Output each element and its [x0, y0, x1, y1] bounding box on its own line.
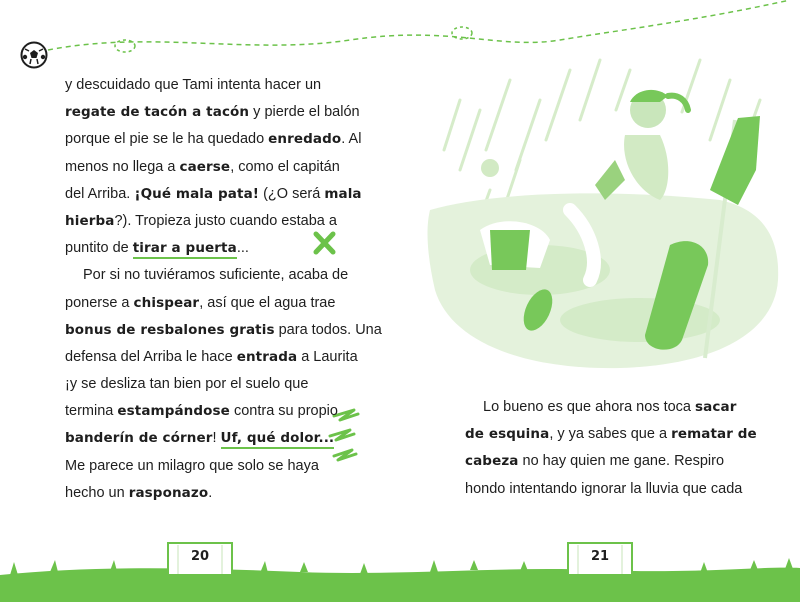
page-number-left: 20 [190, 549, 210, 564]
bold-term: regate de tacón a tacón [65, 104, 250, 121]
text-segment: menos no llega a [65, 158, 180, 175]
text-segment: para todos. Una [274, 321, 382, 338]
bold-term: Uf, qué dolor... [221, 430, 335, 449]
text-segment: , así que el agua trae [199, 294, 336, 311]
text-segment: Lo bueno es que ahora nos toca [483, 399, 696, 415]
text-segment: defensa del Arriba le hace [65, 348, 237, 365]
text-segment: puntito de [65, 240, 133, 257]
bold-term: ¡Qué mala pata! [134, 185, 260, 202]
text-segment: hecho un [65, 484, 129, 501]
text-segment: Me parece un milagro que solo se haya [65, 457, 319, 474]
bold-term: mala [324, 185, 362, 202]
text-segment: (¿O será [259, 185, 325, 202]
text-segment: y descuidado que Tami intenta hacer un [65, 77, 322, 93]
bold-term: sacar [695, 399, 737, 415]
bold-term: entrada [236, 348, 298, 365]
bold-term: chispear [133, 294, 200, 311]
text-segment: . [208, 484, 213, 501]
text-segment: ¡y se desliza tan bien por el suelo que [65, 376, 309, 393]
bold-term: caerse [179, 158, 231, 175]
text-segment: ponerse a [65, 294, 134, 311]
bold-term: rematar de [671, 426, 757, 443]
text-segment: porque el pie se le ha quedado [65, 131, 269, 148]
text-segment: ! [212, 430, 221, 447]
text-segment: termina [65, 403, 118, 420]
bold-term: estampándose [117, 403, 230, 420]
text-segment: contra su propio [229, 403, 338, 420]
bold-term: bonus de resbalones gratis [65, 321, 275, 338]
bold-term: rasponazo [128, 484, 209, 501]
text-segment: ... [236, 240, 249, 257]
text-segment: Por si no tuviéramos suficiente, acaba de [83, 267, 349, 284]
text-segment: y pierde el balón [249, 104, 360, 121]
text-segment: . Al [341, 131, 362, 148]
bold-term: enredado [268, 131, 342, 148]
text-segment: del Arriba. [65, 185, 135, 202]
bold-term: cabeza [465, 453, 519, 470]
bold-term: banderín de córner [65, 430, 213, 447]
text-segment: hondo intentando ignorar la lluvia que cada [465, 480, 743, 497]
text-segment: ?). Tropieza justo cuando estaba a [114, 212, 337, 229]
text-segment: , y ya sabes que a [549, 426, 672, 443]
bold-term: tirar a puerta [133, 240, 237, 259]
text-segment: no hay quien me gane. Respiro [518, 453, 725, 470]
bold-term: de esquina [465, 426, 550, 443]
text-segment: , como el capitán [230, 158, 340, 175]
text-segment: a Laurita [297, 348, 358, 365]
page-number-right: 21 [590, 549, 610, 564]
bold-term: hierba [65, 212, 115, 229]
